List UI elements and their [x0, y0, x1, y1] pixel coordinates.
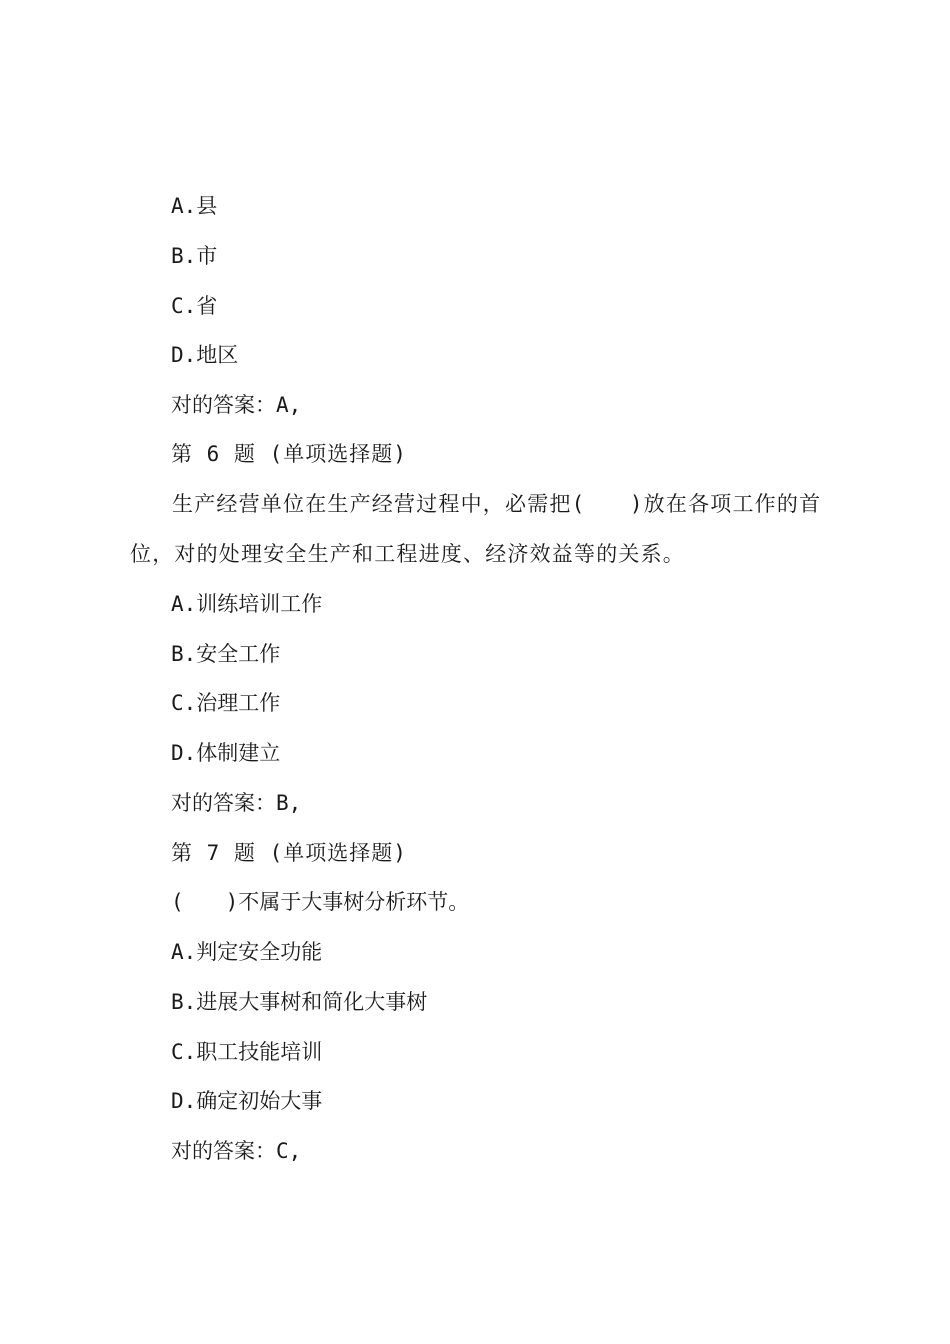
q5-option-d: D.地区: [171, 343, 239, 367]
q7-option-d: D.确定初始大事: [171, 1089, 323, 1113]
q6-option-d: D.体制建立: [171, 741, 281, 765]
q7-heading: 第 7 题 (单项选择题): [171, 841, 407, 865]
q6-stem: 生产经营单位在生产经营过程中，必需把( )放在各项工作的首位，对的处理安全生产和工程进度、经济效益等的关系。: [130, 492, 822, 566]
q6-option-a: A.训练培训工作: [171, 592, 323, 616]
q5-answer: 对的答案：A,: [171, 393, 302, 417]
q6-answer: 对的答案：B,: [171, 791, 302, 815]
q5-option-b: B.市: [171, 244, 218, 268]
q5-option-a: A.县: [171, 194, 218, 218]
q6-heading: 第 6 题 (单项选择题): [171, 442, 407, 466]
q7-option-c: C.职工技能培训: [171, 1040, 323, 1064]
q7-stem: ( )不属于大事树分析环节。: [171, 890, 470, 914]
q7-answer: 对的答案：C,: [171, 1139, 302, 1163]
q5-option-c: C.省: [171, 294, 218, 318]
q7-option-a: A.判定安全功能: [171, 940, 323, 964]
q6-option-b: B.安全工作: [171, 642, 281, 666]
q7-option-b: B.进展大事树和简化大事树: [171, 990, 428, 1014]
q6-option-c: C.治理工作: [171, 691, 281, 715]
